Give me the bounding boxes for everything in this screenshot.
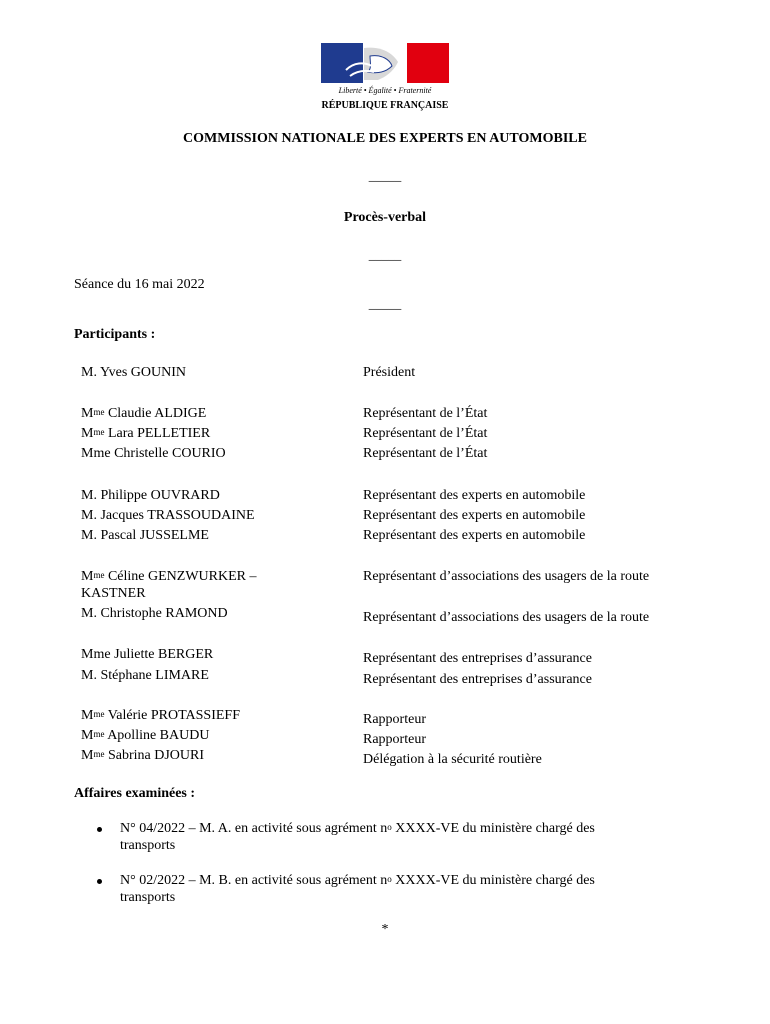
participant-role: Représentant des entreprises d’assurance xyxy=(363,651,592,666)
participant-name: Mme Christelle COURIO xyxy=(81,446,226,461)
participant-name: $M^{me}$ Sabrina DJOURI xyxy=(81,748,204,763)
logo-motto: Liberté • Égalité • Fraternité xyxy=(338,86,432,95)
end-mark: * xyxy=(381,922,389,937)
participant-name: M. Christophe RAMOND xyxy=(81,606,228,621)
participant-name: $M^{me}$ Valérie PROTASSIEFF xyxy=(81,708,240,723)
participant-role: Représentant des experts en automobile xyxy=(363,528,586,543)
separator: _____ xyxy=(368,168,402,183)
participant-name: $M^{me}$ Apolline BAUDU xyxy=(81,728,210,743)
participant-role: Représentant des experts en automobile xyxy=(363,488,586,503)
seance-date: Séance du 16 mai 2022 xyxy=(74,277,205,292)
bullet-icon xyxy=(97,879,102,884)
participant-role: Rapporteur xyxy=(363,732,426,747)
participant-name: $M^{me}$ Céline GENZWURKER – KASTNER xyxy=(81,569,257,601)
participant-role: Représentant de l’État xyxy=(363,426,488,441)
affaires-heading: Affaires examinées : xyxy=(74,786,196,801)
participant-role: Délégation à la sécurité routière xyxy=(363,752,542,767)
participant-name: Mme Juliette BERGER xyxy=(81,647,214,662)
participant-role: Rapporteur xyxy=(363,712,426,727)
document-subtitle: Procès-verbal xyxy=(343,210,427,225)
participant-role: Président xyxy=(363,365,416,380)
participant-name: M. Philippe OUVRARD xyxy=(81,488,220,503)
affaire-item: N° 04/2022 – M. A. en activité sous agrément $n^o$ XXXX-VE du ministère chargé des transports xyxy=(120,821,595,853)
republique-francaise-logo xyxy=(320,42,450,116)
participant-role: Représentant de l’État xyxy=(363,446,488,461)
participant-role: Représentant d’associations des usagers de la route xyxy=(363,569,650,584)
affaire-item: N° 02/2022 – M. B. en activité sous agrément $n^o$ XXXX-VE du ministère chargé des transports xyxy=(120,873,595,905)
participant-name: M. Stéphane LIMARE xyxy=(81,668,209,683)
bullet-icon xyxy=(97,827,102,832)
page-title: COMMISSION NATIONALE DES EXPERTS EN AUTOMOBILE xyxy=(183,131,587,146)
separator: _____ xyxy=(368,296,402,311)
participant-role: Représentant de l’État xyxy=(363,406,488,421)
participant-name: $M^{me}$ Claudie ALDIGE xyxy=(81,406,207,421)
participants-heading: Participants : xyxy=(74,327,156,342)
participant-name: M. Jacques TRASSOUDAINE xyxy=(81,508,255,523)
participant-role: Représentant des experts en automobile xyxy=(363,508,586,523)
participant-role: Représentant des entreprises d’assurance xyxy=(363,672,592,687)
participant-name: $M^{me}$ Lara PELLETIER xyxy=(81,426,211,441)
logo-republique: RÉPUBLIQUE FRANÇAISE xyxy=(321,100,449,111)
participant-name: M. Pascal JUSSELME xyxy=(81,528,209,543)
participant-name: M. Yves GOUNIN xyxy=(81,365,187,380)
participant-role: Représentant d’associations des usagers de la route xyxy=(363,610,650,625)
separator: _____ xyxy=(368,247,402,262)
